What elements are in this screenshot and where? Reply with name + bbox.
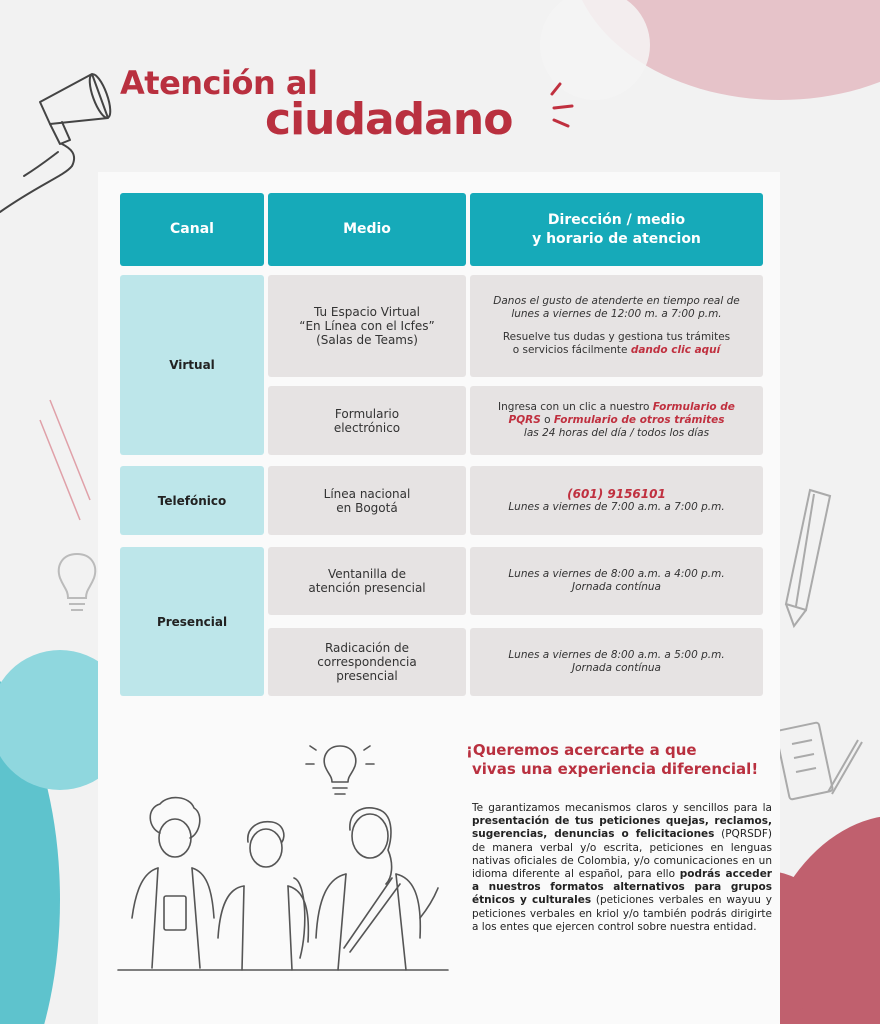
medio-line: en Bogotá (336, 500, 398, 515)
medio-espacio-virtual (268, 275, 466, 377)
medio-line: Tu Espacio Virtual (313, 305, 421, 319)
dir-line: Lunes a viernes de 8:00 a.m. a 5:00 p.m. (508, 649, 725, 661)
dir-line (513, 344, 721, 357)
cta-line-1: ¡Queremos acercarte a que (466, 741, 697, 759)
medio-radicacion (268, 628, 466, 696)
para-text: (PQRSDF) de manera verbal y/o escrita, peticiones en lenguas nativas oficiales de Colombia, y/o comunicaciones en un idioma diferente al español, para ello (472, 828, 772, 881)
link-formulario-pqrs-b[interactable]: PQRS (508, 414, 541, 426)
dir-line: Jornada contínua (572, 662, 661, 674)
header-canal: Canal (120, 193, 264, 266)
medio-line: atención presencial (308, 581, 426, 595)
dir-text: o (544, 414, 551, 426)
para-text: Te garantizamos mecanismos claros y sencillos para la (472, 802, 772, 814)
phone-number[interactable]: (601) 9156101 (567, 486, 666, 501)
dir-line: Jornada contínua (572, 581, 661, 593)
medio-line: electrónico (333, 420, 401, 435)
direccion-radicacion (470, 628, 763, 696)
direccion-ventanilla (470, 547, 763, 615)
dir-line: lunes a viernes de 12:00 m. a 7:00 p.m. (511, 308, 722, 320)
direccion-telefonico (470, 466, 763, 535)
para-bold: podrás acceder a nuestros formatos alternativos para grupos étnicos y culturales (472, 868, 772, 907)
dir-text: Ingresa con un clic a nuestro (498, 401, 650, 413)
canal-virtual: Virtual (120, 275, 264, 455)
dir-line: Danos el gusto de atenderte en tiempo real de (493, 295, 740, 307)
medio-line: Radicación de (324, 641, 410, 655)
cta-line-2: vivas una experiencia diferencial! (472, 760, 759, 778)
info-paragraph (472, 802, 772, 934)
dir-line: las 24 horas del día / todos los días (523, 427, 710, 439)
canal-presencial: Presencial (120, 547, 264, 696)
medio-line: Ventanilla de (327, 567, 407, 581)
canal-telefonico: Telefónico (120, 466, 264, 535)
para-bold: presentación de tus peticiones quejas, reclamos, sugerencias, denuncias o felicitaciones (472, 815, 772, 841)
dir-line: Lunes a viernes de 7:00 a.m. a 7:00 p.m. (508, 500, 725, 513)
people-illustration (108, 738, 458, 973)
lightbulb-icon (52, 548, 102, 618)
medio-linea-nacional (268, 466, 466, 535)
dir-line: Resuelve tus dudas y gestiona tus trámites (502, 331, 731, 343)
header-direccion-line1: Dirección / medio (547, 211, 686, 228)
link-formulario-otros[interactable]: Formulario de otros trámites (553, 414, 725, 426)
pencil-icon (780, 480, 840, 630)
medio-line: correspondencia (317, 655, 417, 669)
sparkle-lines (548, 82, 578, 128)
dir-line (498, 401, 735, 414)
link-formulario-pqrs-a[interactable]: Formulario de (652, 401, 735, 413)
medio-ventanilla (268, 547, 466, 615)
link-dando-clic-aqui[interactable]: dando clic aquí (630, 344, 721, 356)
direccion-espacio-virtual (470, 275, 763, 377)
header-direccion-line2: y horario de atencion (532, 230, 701, 247)
checklist-icon (776, 720, 866, 810)
medio-line: (Salas de Teams) (316, 333, 418, 347)
medio-line: Formulario (334, 406, 400, 421)
medio-line: Línea nacional (323, 486, 411, 501)
header-direccion (470, 193, 763, 266)
medio-line: presencial (336, 669, 398, 683)
header-medio: Medio (268, 193, 466, 266)
para-text: (peticiones verbales en wayuu y peticiones verbales en kriol y/o también podrás dirigirte a los entes que ejercen control sobre nuestra entidad. (472, 894, 772, 933)
decor-lines (40, 400, 100, 520)
dir-text: o servicios fácilmente (512, 344, 628, 356)
medio-formulario (268, 386, 466, 455)
dir-line (509, 414, 725, 427)
dir-line: Lunes a viernes de 8:00 a.m. a 4:00 p.m. (508, 568, 725, 580)
direccion-formulario (470, 386, 763, 455)
title-line-2: ciudadano (265, 94, 513, 145)
title-line-1: Atención al (120, 64, 318, 102)
cta-heading (466, 741, 758, 779)
medio-line: “En Línea con el Icfes” (299, 319, 435, 333)
